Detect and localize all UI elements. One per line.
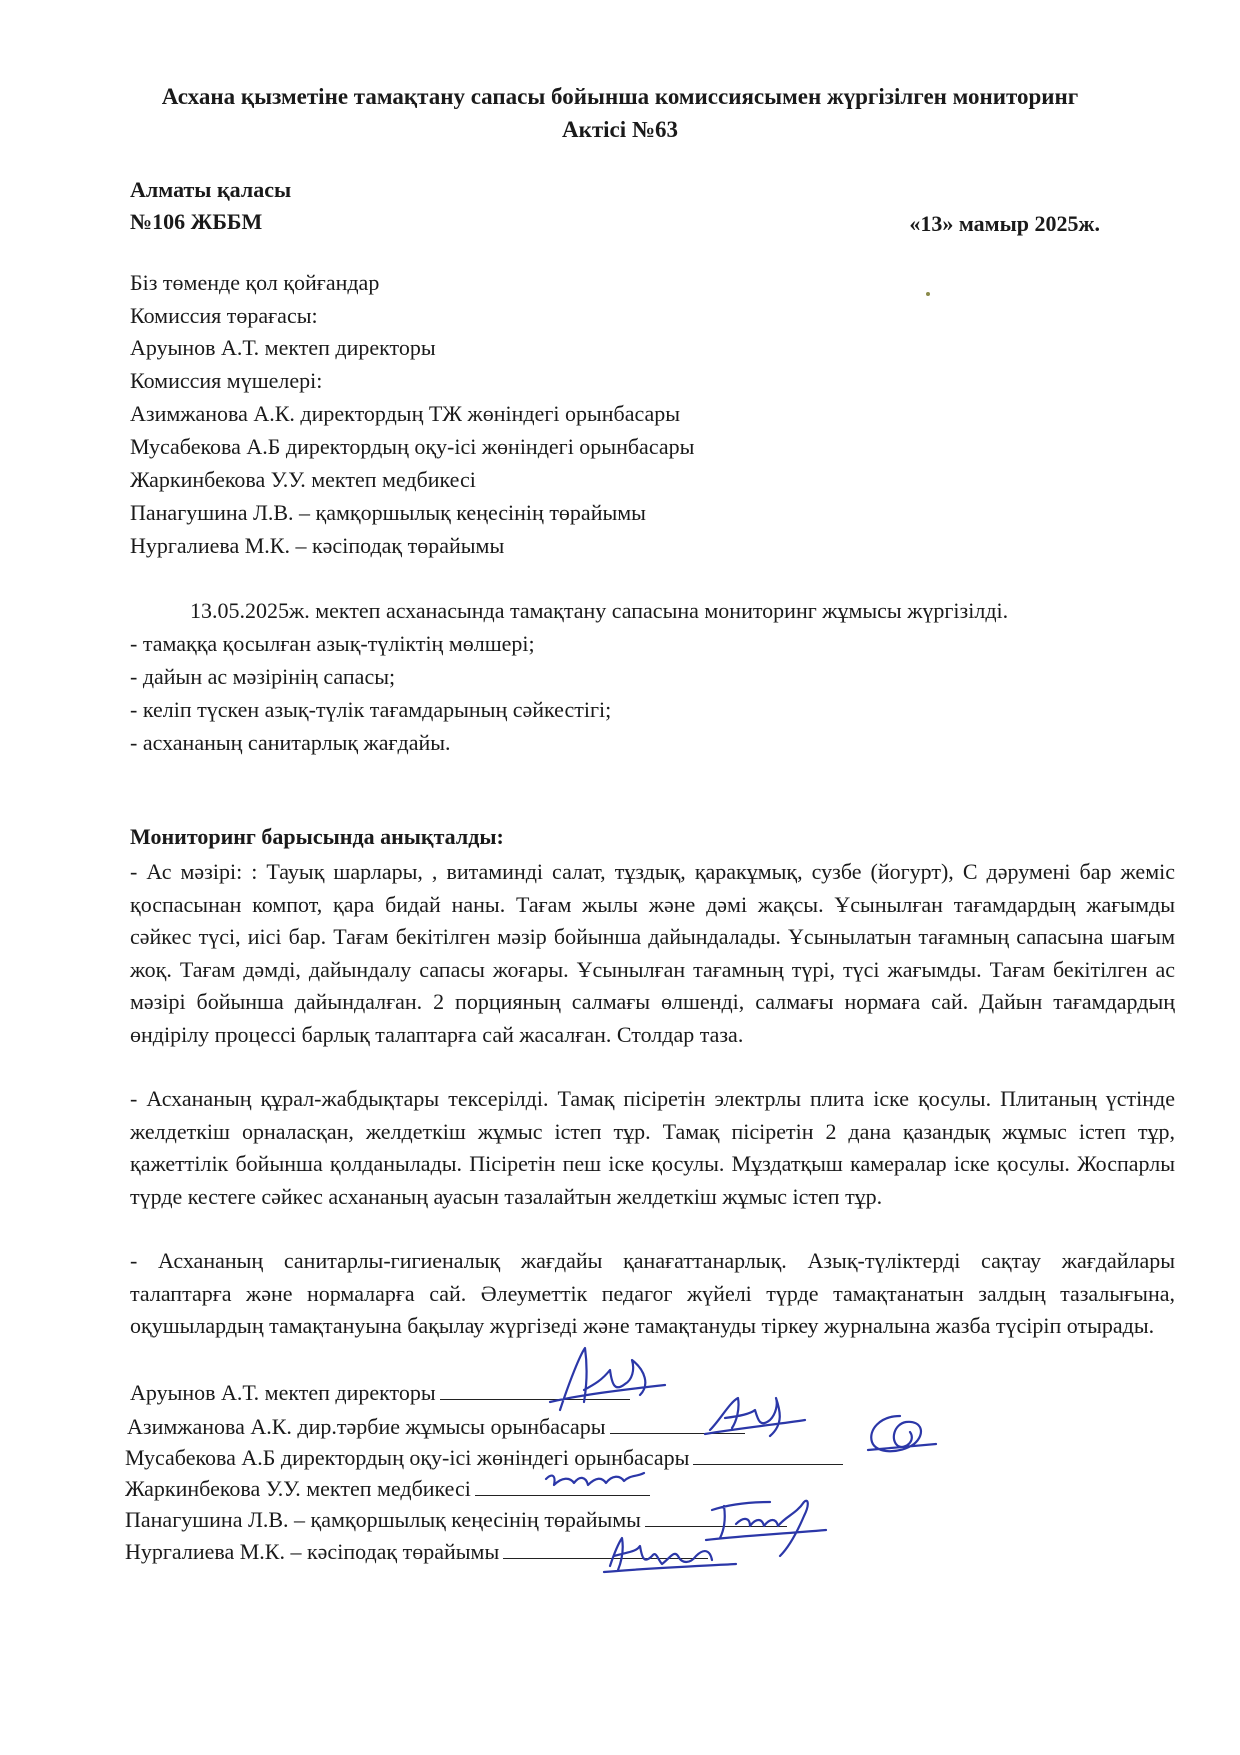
scan-speck [926, 292, 930, 296]
signature-line [693, 1446, 843, 1465]
members-label: Комиссия мүшелері: [130, 368, 323, 393]
findings-sanitary-paragraph [130, 1245, 1175, 1343]
chair-name: Аруынов А.Т. мектеп директоры [130, 335, 436, 360]
deputy-academic-signature [860, 1410, 940, 1460]
monitoring-item: - тамаққа қосылған азық-түліктің мөлшері; [130, 631, 535, 656]
findings-equipment-paragraph [130, 1083, 1175, 1213]
title-line-1: Асхана қызметіне тамақтану сапасы бойынша комиссиясымен жүргізілген мониторинг [161, 84, 1079, 109]
monitoring-intro: 13.05.2025ж. мектеп асханасында тамақтану сапасына мониторинг жұмысы жүргізілді. [190, 598, 1009, 623]
monitoring-item: - келіп түскен азық-түлік тағамдарының сәйкестігі; [130, 697, 612, 722]
findings-menu-text: - Ас мәзірі: : Тауық шарлары, , витаминді салат, тұздық, қаракұмық, сузбе (йогурт), С дәрумені бар жеміс қоспасынан компот, қара бидай наны. Тағам жылы және дәмі жақсы. Ұсынылған тағамдардың жағымды сәйкес түсі, иісі бар. Тағам бекітілген мәзір бойынша дайындалады. Ұсынылатын тағамның сапасына шағым жоқ. Тағам дәмді, дайындалу сапасы жоғары. Ұсынылған тағамның түрі, түсі жағымды. Тағам бекітілген ас мәзірі бойынша дайындалған. 2 порцияның салмағы өлшенді, салмағы нормаға сай. Дайын тағамдардың өндірілу процессі барлық талаптарға сай жасалған. Столдар таза. [130, 859, 1175, 1047]
findings-sanitary-text: - Асхананың санитарлы-гигиеналық жағдайы қанағаттанарлық. Азық-түліктерді сақтау жағдайлары талаптарға және нормаларға сай. Әлеуметтік педагог жүйелі түрде тамақтанатын залдың тазалығына, оқушылардың тамақтануына бақылау жүргізеді және тамақтануды тіркеу журналына жазба түсіріп отырады. [130, 1248, 1175, 1338]
city: Алматы қаласы [130, 177, 292, 202]
title-line-2: Актісі №63 [561, 117, 678, 142]
member-item: Мусабекова А.Б директордың оқу-ісі жөніндегі орынбасары [130, 434, 695, 459]
signatory-name: Панагушина Л.В. – қамқоршылық кеңесінің төрайымы [125, 1507, 641, 1532]
signatory-name: Нургалиева М.К. – кәсіподақ төрайымы [125, 1539, 500, 1564]
signatory-name: Аруынов А.Т. мектеп директоры [130, 1380, 436, 1405]
school-name: №106 ЖББМ [130, 209, 263, 234]
signatory-name: Мусабекова А.Б директордың оқу-ісі жөніндегі орынбасары [125, 1445, 690, 1470]
director-signature [540, 1340, 670, 1420]
act-date: «13» мамыр 2025ж. [909, 211, 1100, 236]
findings-menu-paragraph [130, 856, 1175, 1051]
signatory-name: Жаркинбекова У.У. мектеп медбикесі [125, 1476, 471, 1501]
member-item: Жаркинбекова У.У. мектеп медбикесі [130, 467, 476, 492]
signatory-name: Азимжанова А.К. дир.тәрбие жұмысы орынбасары [127, 1414, 606, 1439]
deputy-education-signature [700, 1390, 810, 1440]
findings-heading: Мониторинг барысында анықталды: [130, 824, 504, 849]
findings-equipment-text: - Асхананың құрал-жабдықтары тексерілді. Тамақ пісіретін электрлы плита іске қосулы. Плитаның үстінде желдеткіш орналасқан, желдеткіш жұмыс істеп тұр. Тамақ пісіретін 2 дана қазандық жұмыс істеп тұр, қажеттілік бойынша қолданылады. Пісіретін пеш іске қосулы. Мұздатқыш камералар іске қосулы. Жоспарлы түрде кестеге сәйкес асхананың ауасын тазалайтын желдеткіш жұмыс істеп тұр. [130, 1086, 1175, 1209]
member-item: Нургалиева М.К. – кәсіподақ төрайымы [130, 533, 505, 558]
members-intro: Біз төменде қол қойғандар [130, 270, 380, 295]
union-chair-signature [600, 1530, 740, 1580]
nurse-signature [540, 1465, 650, 1499]
monitoring-item: - дайын ас мәзірінің сапасы; [130, 664, 396, 689]
member-item: Панагушина Л.В. – қамқоршылық кеңесінің төрайымы [130, 500, 646, 525]
chair-label: Комиссия төрағасы: [130, 303, 318, 328]
signature-row [125, 1443, 843, 1473]
member-item: Азимжанова А.К. директордың ТЖ жөніндегі орынбасары [130, 401, 681, 426]
monitoring-item: - асхананың санитарлық жағдайы. [130, 730, 451, 755]
document-title [120, 80, 1120, 146]
